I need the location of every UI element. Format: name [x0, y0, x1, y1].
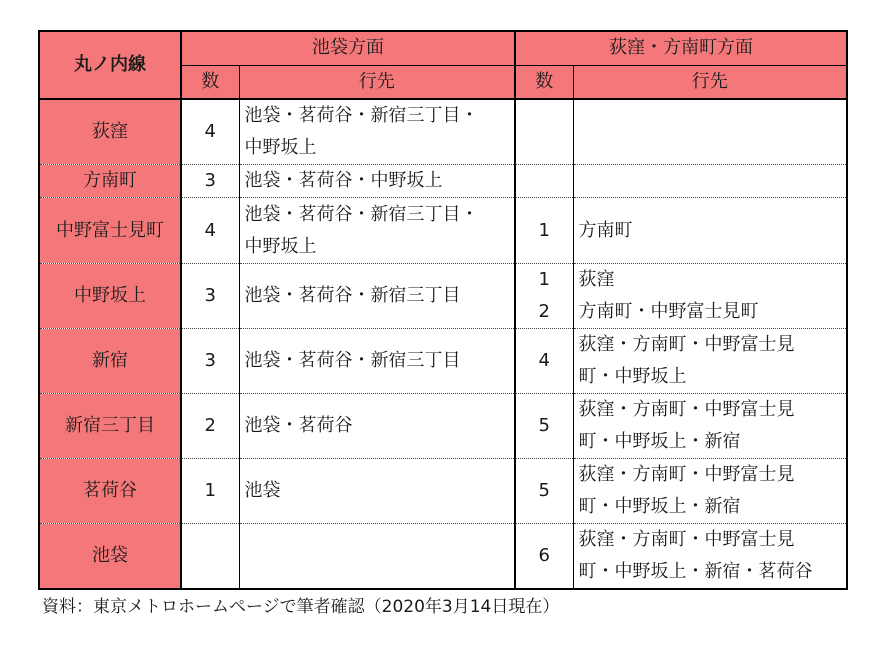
ogikubo-destination-cell: [573, 459, 847, 524]
station-cell: 中野坂上: [39, 264, 181, 329]
cell-line: 4: [538, 350, 550, 371]
cell-line: 荻窪: [578, 269, 615, 290]
cell-line: 中野坂上: [244, 136, 317, 158]
cell-line: 1: [538, 219, 550, 241]
cell-line: 町・中野坂上: [578, 366, 687, 387]
ogikubo-count-cell: [515, 165, 573, 198]
table-row: [39, 394, 847, 459]
cell-line: 町・中野坂上・新宿: [578, 496, 741, 517]
ogikubo-destination-cell: [573, 394, 847, 459]
cell-line: 池袋・茗荷谷・中野坂上: [244, 170, 443, 191]
ogikubo-count-cell: [515, 264, 573, 329]
ogikubo-destination-cell: [573, 524, 847, 590]
station-cell: 池袋: [39, 524, 181, 590]
ikebukuro-count-cell: 4: [181, 99, 239, 165]
cell-line: 池袋・茗荷谷・新宿三丁目: [244, 285, 461, 306]
cell-line: 荻窪・方南町・中野富士見: [578, 464, 795, 485]
ikebukuro-count-header: 数: [181, 65, 239, 99]
cell-line: 池袋・茗荷谷・新宿三丁目・: [244, 104, 479, 126]
source-note: 資料：東京メトロホームページで筆者確認（2020年3月14日現在）: [42, 597, 560, 617]
ogikubo-destination-header: 行先: [573, 65, 847, 99]
table-row: [39, 165, 847, 198]
cell-line: 2: [538, 301, 550, 322]
cell-line: 6: [538, 545, 550, 566]
ikebukuro-destination-cell: [239, 264, 515, 329]
station-cell: 中野富士見町: [39, 198, 181, 264]
table-row: [39, 264, 847, 329]
ikebukuro-destination-cell: [239, 524, 515, 590]
cell-line: 荻窪・方南町・中野富士見: [578, 529, 795, 550]
ikebukuro-destination-cell: [239, 394, 515, 459]
cell-line: 5: [538, 415, 550, 436]
ogikubo-destination-cell: [573, 264, 847, 329]
cell-line: 方南町: [578, 219, 633, 241]
ogikubo-count-cell: [515, 99, 573, 165]
station-cell: 荻窪: [39, 99, 181, 165]
ikebukuro-destination-cell: [239, 99, 515, 165]
station-cell: 新宿: [39, 329, 181, 394]
ogikubo-count-cell: [515, 459, 573, 524]
cell-line: 池袋・茗荷谷: [244, 415, 353, 436]
cell-line: 1: [538, 269, 550, 290]
line-name-header: 丸ノ内線: [39, 31, 181, 99]
ogikubo-destination-cell: [573, 198, 847, 264]
ikebukuro-count-cell: 3: [181, 165, 239, 198]
table-row: [39, 524, 847, 590]
cell-line: 荻窪・方南町・中野富士見: [578, 399, 795, 420]
cell-line: 町・中野坂上・新宿・茗荷谷: [578, 561, 813, 582]
ikebukuro-destination-header: 行先: [239, 65, 515, 99]
ikebukuro-count-cell: 1: [181, 459, 239, 524]
table-row: [39, 198, 847, 264]
cell-line: 池袋・茗荷谷・新宿三丁目: [244, 350, 461, 371]
cell-line: 方南町・中野富士見町: [578, 301, 759, 322]
cell-line: 池袋・茗荷谷・新宿三丁目・: [244, 203, 479, 225]
ikebukuro-count-cell: 4: [181, 198, 239, 264]
cell-line: 荻窪・方南町・中野富士見: [578, 334, 795, 355]
station-cell: 方南町: [39, 165, 181, 198]
ikebukuro-destination-cell: [239, 329, 515, 394]
ikebukuro-direction-header: 池袋方面: [181, 31, 515, 65]
ikebukuro-destination-cell: [239, 459, 515, 524]
ogikubo-direction-header: 荻窪・方南町方面: [515, 31, 847, 65]
cell-line: 5: [538, 480, 550, 501]
ikebukuro-count-cell: 3: [181, 329, 239, 394]
ikebukuro-count-cell: [181, 524, 239, 590]
ogikubo-count-header: 数: [515, 65, 573, 99]
table-row: [39, 99, 847, 165]
ikebukuro-count-cell: 3: [181, 264, 239, 329]
ogikubo-count-cell: [515, 198, 573, 264]
ikebukuro-destination-cell: [239, 198, 515, 264]
table-row: [39, 329, 847, 394]
cell-line: 中野坂上: [244, 235, 317, 257]
ogikubo-count-cell: [515, 329, 573, 394]
ogikubo-destination-cell: [573, 99, 847, 165]
station-destination-table: [38, 30, 848, 590]
ikebukuro-count-cell: 2: [181, 394, 239, 459]
table-row: [39, 459, 847, 524]
ikebukuro-destination-cell: [239, 165, 515, 198]
ogikubo-count-cell: [515, 394, 573, 459]
ogikubo-destination-cell: [573, 165, 847, 198]
station-cell: 茗荷谷: [39, 459, 181, 524]
ogikubo-count-cell: [515, 524, 573, 590]
cell-line: 町・中野坂上・新宿: [578, 431, 741, 452]
station-cell: 新宿三丁目: [39, 394, 181, 459]
ogikubo-destination-cell: [573, 329, 847, 394]
cell-line: 池袋: [244, 480, 281, 501]
